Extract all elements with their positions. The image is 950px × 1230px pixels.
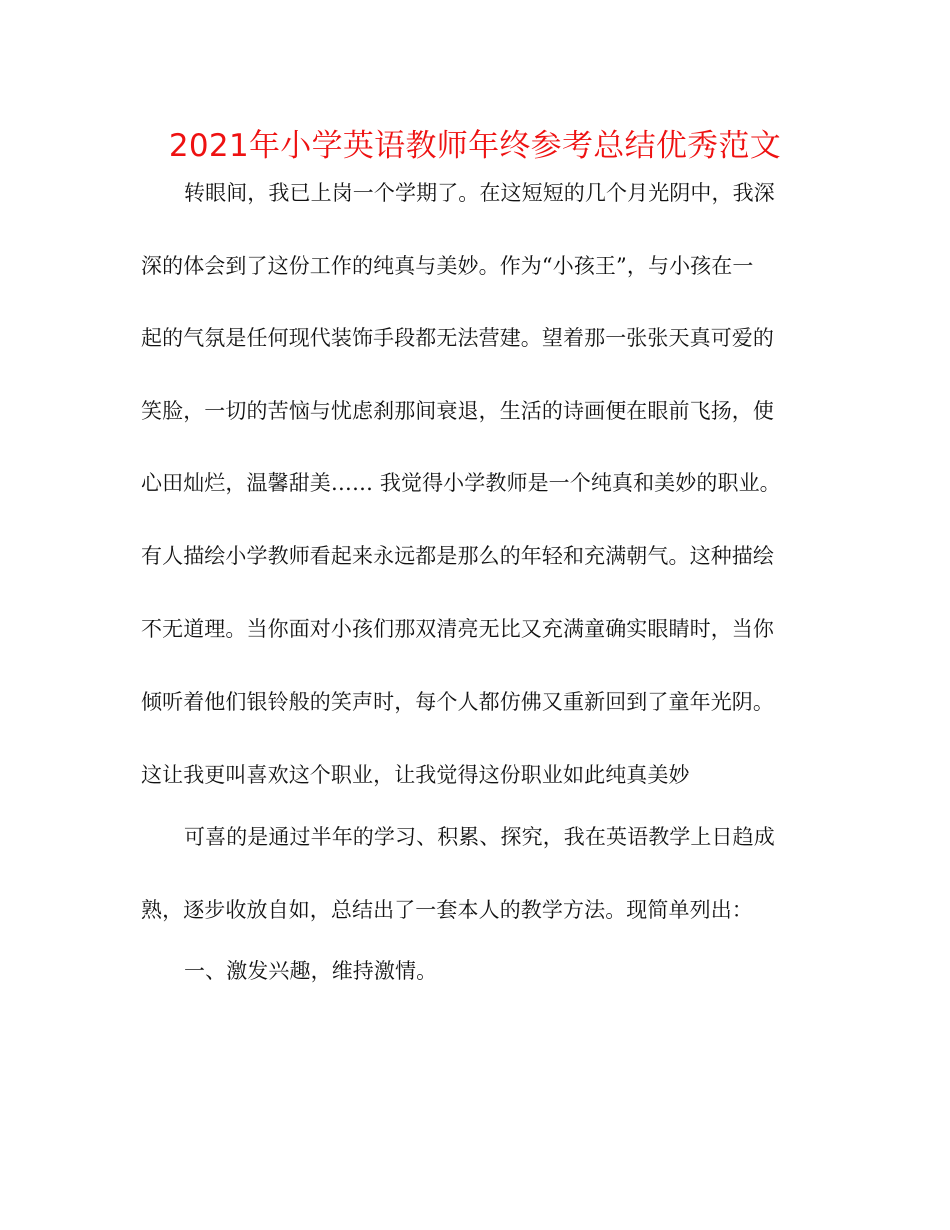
paragraph-line: 深的体会到了这份工作的纯真与美妙。作为“小孩王”，与小孩在一 [141,254,754,278]
paragraph-line: 熟，逐步收放自如，总结出了一套本人的教学方法。现简单列出： [141,898,753,922]
document-title: 2021年小学英语教师年终参考总结优秀范文 [168,128,782,164]
paragraph-line: 心田灿烂，温馨甜美…… 我觉得小学教师是一个纯真和美妙的职业。 [141,471,781,495]
paragraph-line: 转眼间，我已上岗一个学期了。在这短短的几个月光阴中，我深 [184,181,775,205]
paragraph-line: 笑脸，一切的苦恼与忧虑刹那间衰退，生活的诗画便在眼前飞扬，使 [141,399,774,423]
paragraph-line: 不无道理。当你面对小孩们那双清亮无比又充满童确实眼睛时，当你 [141,617,774,641]
paragraph-line: 这让我更叫喜欢这个职业，让我觉得这份职业如此纯真美妙 [141,763,690,787]
section-heading: 一、激发兴趣，维持激情。 [184,959,438,983]
paragraph-line: 起的气氛是任何现代装饰手段都无法营建。望着那一张张天真可爱的 [141,326,774,350]
paragraph-line: 有人描绘小学教师看起来永远都是那么的年轻和充满朝气。这种描绘 [141,544,774,568]
paragraph-line: 可喜的是通过半年的学习、积累、探究，我在英语教学上日趋成 [184,825,775,849]
paragraph-line: 倾听着他们银铃般的笑声时，每个人都仿佛又重新回到了童年光阴。 [141,690,774,714]
